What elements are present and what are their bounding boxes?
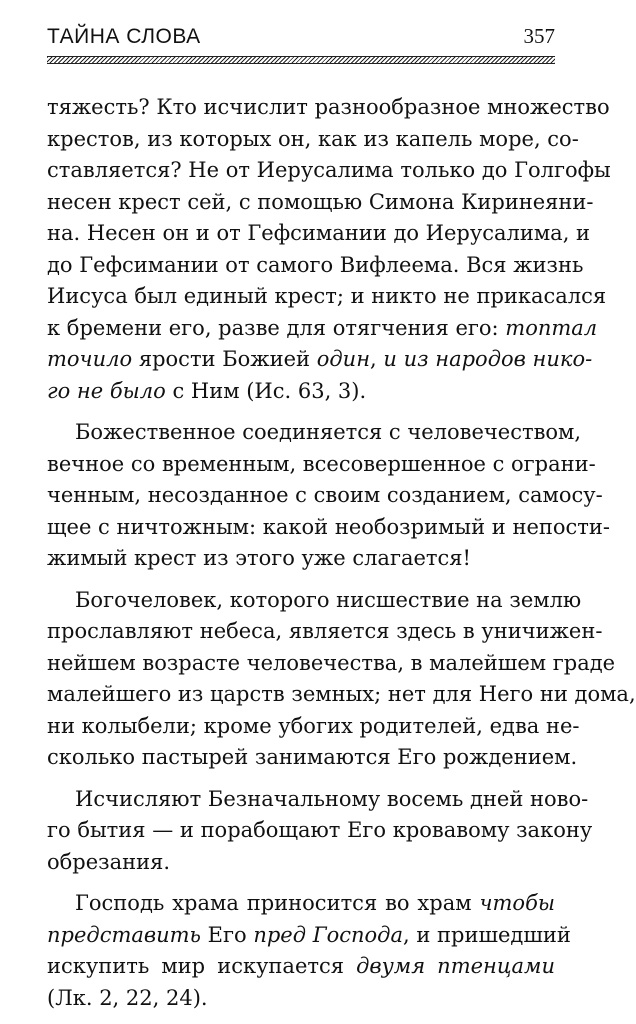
italic-quote: один (316, 347, 371, 371)
text-run: Иисуса был единый крест; и никто не прикасался (47, 284, 607, 308)
text-line (47, 711, 580, 743)
text-line (47, 92, 610, 124)
text-line (47, 616, 603, 648)
text-run: ченным, несозданное с своим созданием, самосу- (47, 483, 603, 507)
text-run: Его (201, 922, 254, 947)
text-run: крестов, из которых он, как из капель море, со- (47, 126, 579, 151)
text-run: искупить мир искупается (47, 954, 357, 978)
paragraph (47, 417, 611, 575)
text-line (47, 376, 555, 408)
text-line (47, 250, 584, 282)
text-run: малейшего из царств земных; нет для Него ни дома, (47, 682, 636, 706)
paragraph (47, 888, 571, 1014)
header-rule (47, 56, 555, 64)
text-run: Господь храма приносится во храм (75, 891, 480, 915)
text-line (47, 585, 582, 617)
text-run: несен крест сей, с помощью Симона Киринеяни- (47, 189, 594, 214)
text-run: жимый крест из этого уже слагается! (47, 546, 471, 570)
italic-quote: представить (47, 922, 201, 947)
italic-quote: го не было (47, 378, 166, 403)
text-run: Божественное соединяется с человечеством, (75, 420, 582, 444)
text-line (47, 155, 611, 187)
page-number: 357 (523, 24, 555, 48)
text-line (47, 920, 571, 952)
text-line (47, 648, 616, 680)
text-line (47, 815, 593, 847)
text-line (47, 742, 578, 774)
text-line (47, 449, 596, 481)
text-run: , (370, 347, 384, 371)
text-run: щее с ничтожным: какой необозримый и непости- (47, 514, 611, 539)
text-run: с Ним (Ис. 63, 3). (165, 378, 367, 403)
text-run: (Лк. 2, 22, 24). (47, 985, 208, 1010)
body-text (47, 92, 636, 1014)
text-line (47, 784, 589, 816)
text-line (47, 888, 555, 920)
text-line (47, 417, 582, 449)
text-line (47, 983, 555, 1015)
italic-quote: чтобы (479, 891, 555, 915)
paragraph (47, 585, 636, 774)
text-line (47, 313, 598, 345)
text-run: тяжесть? Кто исчислит разнообразное множество (47, 95, 610, 119)
italic-quote: топтал (505, 315, 598, 340)
running-head-title: ТАЙНА СЛОВА (47, 25, 201, 48)
text-run: ни колыбели; кроме убогих родителей, едва не- (47, 713, 580, 738)
text-run: нейшем возрасте человечества, в малейшем граде (47, 650, 616, 675)
text-run: до Гефсимании от самого Вифлеема. Вся жизнь (47, 252, 584, 277)
paragraph (47, 784, 593, 879)
text-run: го бытия — и порабощают Его кровавому закону (47, 818, 593, 842)
text-line (47, 847, 555, 879)
text-line (47, 281, 607, 313)
text-run: прославляют небеса, является здесь в уничижен- (47, 619, 603, 643)
text-line (47, 951, 555, 983)
text-run: , и пришедший (403, 922, 571, 947)
text-line (47, 344, 593, 376)
italic-quote: пред Господа (253, 922, 404, 947)
paragraph (47, 92, 611, 407)
italic-quote: двумя птенцами (356, 954, 555, 978)
text-run: Исчисляют Безначальному восемь дней ново- (75, 786, 589, 811)
text-run: ярости Божией (132, 347, 317, 371)
text-line (47, 124, 579, 156)
text-run: к бремени его, разве для отягчения его: (47, 315, 506, 340)
text-run: Богочеловек, которого нисшествие на землю (75, 587, 582, 612)
text-line (47, 543, 555, 575)
book-page (47, 24, 636, 1024)
text-line (47, 512, 611, 544)
text-line (47, 480, 603, 512)
text-run: вечное со временным, всесовершенное с ограни- (47, 451, 596, 476)
text-run: ставляется? Не от Иерусалима только до Голгофы (47, 158, 611, 182)
text-line (47, 679, 636, 711)
text-run: на. Несен он и от Гефсимании до Иерусалима, и (47, 221, 591, 245)
text-run: обрезания. (47, 849, 171, 874)
text-line (47, 218, 591, 250)
italic-quote: точило (47, 347, 133, 371)
running-head (47, 24, 555, 54)
text-run: сколько пастырей занимаются Его рождением. (47, 745, 578, 769)
text-line (47, 187, 594, 219)
italic-quote: и из народов нико- (383, 347, 593, 371)
